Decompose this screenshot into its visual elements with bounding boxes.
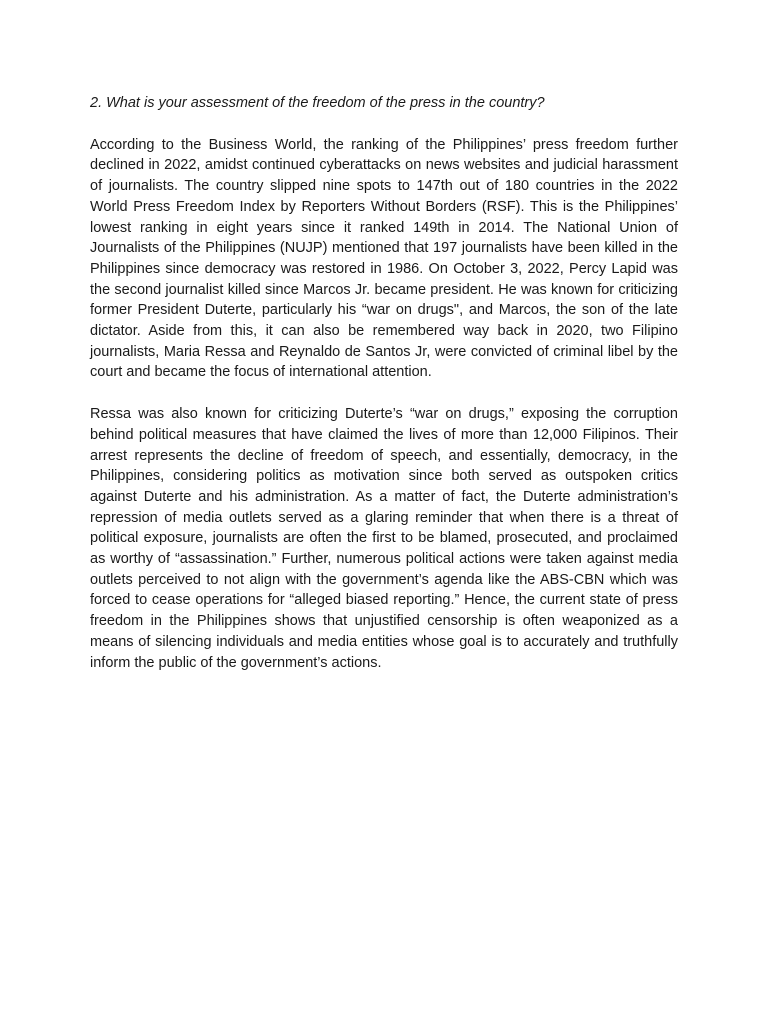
- paragraph-press-ranking: According to the Business World, the ranking of the Philippines’ press freedom further declined in 2022, amidst continued cyberattacks on news websites and judicial harassment of journalists. The country slipped nine spots to 147th out of 180 countries in the 2022 World Press Freedom Index by Reporters Without Borders (RSF). This is the Philippines’ lowest ranking in eight years since it ranked 149th in 2014. The National Union of Journalists of the Philippines (NUJP) mentioned that 197 journalists have been killed in the Philippines since democracy was restored in 1986. On October 3, 2022, Percy Lapid was the second journalist killed since Marcos Jr. became president. He was known for criticizing former President Duterte, particularly his “war on drugs", and Marcos, the son of the late dictator. Aside from this, it can also be remembered way back in 2020, two Filipino journalists, Maria Ressa and Reynaldo de Santos Jr, were convicted of criminal libel by the court and became the focus of international attention.: [90, 136, 678, 381]
- question-heading: 2. What is your assessment of the freedom of the press in the country?: [90, 95, 545, 111]
- paragraph-ressa-duterte: Ressa was also known for criticizing Duterte’s “war on drugs,” exposing the corruption behind political measures that have claimed the lives of more than 12,000 Filipinos. Their arrest represents the decline of freedom of speech, and essentially, democracy, in the Philippines, considering politics as motivation since both served as outspoken critics against Duterte and his administration. As a matter of fact, the Duterte administration’s repression of media outlets served as a glaring reminder that when there is a threat of political exposure, journalists are often the first to be blamed, prosecuted, and proclaimed as worthy of “assassination.” Further, numerous political actions were taken against media outlets perceived to not align with the government’s agenda like the ABS-CBN which was forced to cease operations for “alleged biased reporting.” Hence, the current state of press freedom in the Philippines shows that unjustified censorship is often weaponized as a means of silencing individuals and media entities whose goal is to accurately and truthfully inform the public of the government’s actions.: [90, 406, 678, 671]
- document-body: [90, 93, 678, 694]
